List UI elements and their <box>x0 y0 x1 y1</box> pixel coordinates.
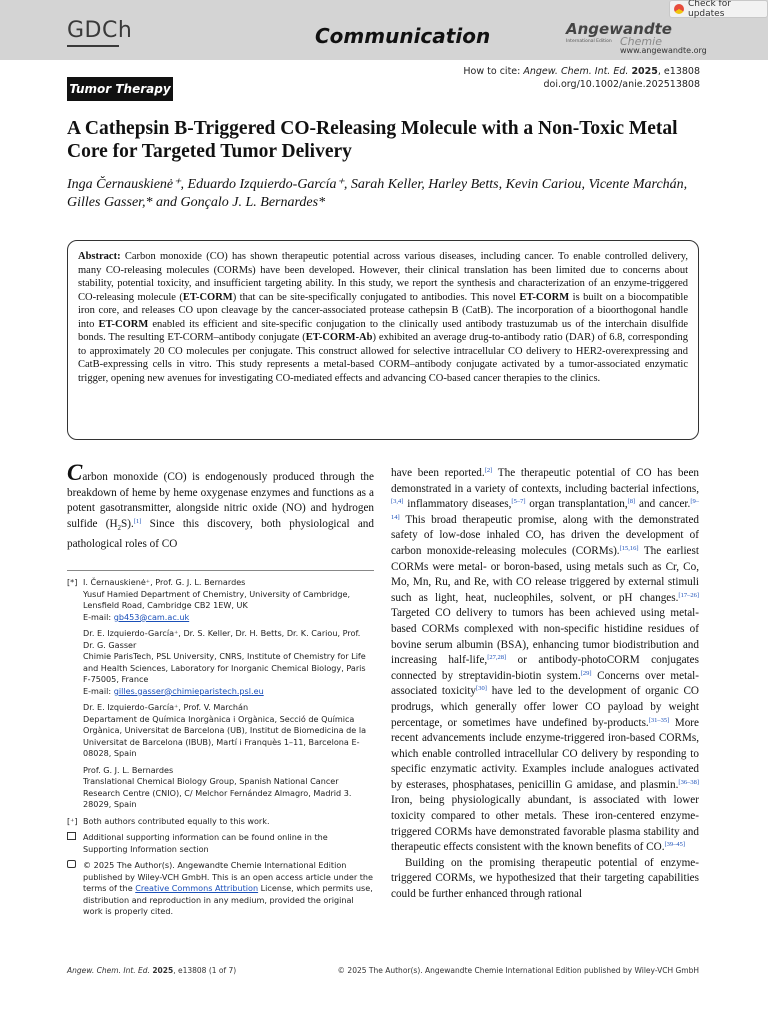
affiliation-address: Departament de Química Inorgànica i Orgànica, Secció de Química Orgànica, Universitat de Barcelona (UB), Institut de Biomedicina de la Universitat de Barcelona (IBUB), Martí i Franquès 1–11, Barcelona E-08028, Spain <box>83 713 367 758</box>
crossmark-icon <box>674 4 684 14</box>
body-text: organ transplantation, <box>525 498 628 511</box>
reference-link[interactable]: [5–7] <box>511 498 526 506</box>
abstract-bold: ET-CORM <box>519 291 570 303</box>
body-text: More recent advancements include enzyme-triggered iron-based CORMs, which enable controlled intracellular CO delivery by responding to specific enzymatic activity. Examples include analogues activated by esterases, phosphatases, penicillin G amidase, and plasmin. <box>391 716 699 791</box>
reference-link[interactable]: [29] <box>580 669 592 677</box>
reference-link[interactable]: [36–38] <box>678 778 699 786</box>
reference-link[interactable]: [30] <box>476 685 487 693</box>
abstract-text: ) that can be site-specifically conjugated to antibodies. This novel <box>232 291 520 303</box>
supporting-info-icon <box>67 832 76 844</box>
reference-link[interactable]: [31–35] <box>648 716 670 724</box>
abstract-bold: ET-CORM <box>182 291 233 303</box>
affiliation-names: Prof. G. J. L. Bernardes <box>83 764 174 775</box>
abstract-bold: ET-CORM <box>98 318 149 330</box>
footer-citation <box>67 966 236 975</box>
email-label: E-mail: <box>83 685 114 696</box>
dropcap: C <box>67 460 83 485</box>
abstract-text: is built on a biocompatible iron core, and releases CO upon cleavage by the cancer-associated protease cathepsin B (CatB). The incorporation of a bioorthogonal handle into <box>78 291 689 330</box>
reference-link[interactable]: [8] <box>627 498 636 506</box>
reference-link[interactable]: [15,16] <box>619 544 639 552</box>
doi-link[interactable]: doi.org/10.1002/anie.202513808 <box>543 79 700 90</box>
reference-link[interactable]: [9–14] <box>391 498 699 521</box>
note-text: Additional supporting information can be found online in the Supporting Information section <box>83 832 328 854</box>
supporting-info-note <box>67 832 374 855</box>
body-text: This broad therapeutic promise, along with the demonstrated safety of low-dose inhaled CO, has driven the development of carbon monoxide-releasing molecules (CORMs). <box>391 513 699 557</box>
subscript: 2 <box>117 524 122 533</box>
body-text: S). <box>121 517 134 530</box>
footer-journal: Angew. Chem. Int. Ed. <box>67 966 150 975</box>
abstract-text: enabled its efficient and site-specific conjugation to the clinically used antibody trastuzumab us of the interchain disulfide bonds. The resulting ET-CORM–antibody conjugate ( <box>78 318 688 343</box>
affiliation-4 <box>67 765 374 811</box>
body-text: Targeted CO delivery to tumors has been achieved using metal-based CORMs complexed with non-specific histidine residues of bovine serum albumin (BSA), enhancing tumor biodistribution and increasing half-life, <box>391 607 699 667</box>
body-text: Concerns over metal-associated toxicity <box>391 669 699 698</box>
check-updates-button[interactable] <box>669 0 768 18</box>
reference-link[interactable]: [1] <box>133 517 142 525</box>
body-left-column <box>67 460 374 552</box>
logo-underline <box>67 45 119 47</box>
body-text: have led to the development of organic CO prodrugs, which generally offer lower CO payload by weight percentage, or sometimes have undefined by-products. <box>391 685 699 729</box>
affiliation-address: Chimie ParisTech, PSL University, CNRS, Institute of Chemistry for Life and Health Sciences, Laboratory for Inorganic Chemical Biology, Paris F-75005, France <box>83 651 366 684</box>
topic-tag: Tumor Therapy <box>67 77 173 101</box>
footnote-divider <box>67 570 374 571</box>
body-paragraph: Building on the promising therapeutic potential of enzyme-triggered CORMs, we hypothesized that their targeting capabilities could be further enhanced through rational <box>391 856 699 901</box>
affiliation-names: Dr. E. Izquierdo-García⁺, Dr. S. Keller, Dr. H. Betts, Dr. K. Cariou, Prof. Dr. G. Gasser <box>83 628 361 650</box>
note-text: License, which permits use, distribution and reproduction in any medium, provided the original work is properly cited. <box>83 883 373 916</box>
equal-contribution-note <box>67 816 374 828</box>
email-label: E-mail: <box>83 611 114 622</box>
footer-page: , e13808 (1 of 7) <box>173 966 237 975</box>
affiliation-3 <box>67 702 374 760</box>
journal-sub: Chemie <box>620 35 662 48</box>
body-text: or antibody-photoCORM conjugates connected by streptavidin-biotin system. <box>391 654 699 682</box>
how-to-cite <box>420 65 700 78</box>
footnotes <box>67 570 374 923</box>
license-note <box>67 860 374 918</box>
body-paragraph <box>391 466 699 856</box>
email-link[interactable]: gb453@cam.ac.uk <box>113 611 190 622</box>
footnote-mark: [⁺] <box>67 815 78 826</box>
body-text: The earliest CORMs were metal- or boron-based, using metals such as Cr, Co, Mo, Mn, Ru, and Re, with CO release triggered by external stimuli such as light, heat, nucleophiles, solvent, or pH changes. <box>391 544 699 604</box>
open-access-icon <box>67 860 76 872</box>
footer-year: 2025 <box>152 966 174 975</box>
body-text: Iron, being physiologically abundant, is associated with lower toxicity compared to other metals. These iron-centered enzyme-triggered CORMs have demonstrated favorable plasma stability and therapeutic effects consistent with the known benefits of CO. <box>391 794 699 854</box>
body-text: arbon monoxide (CO) is endogenously produced through the breakdown of heme by heme oxygenase enzymes and functions as a potent gasotransmitter, alongside nitric oxide (NO) and hydrogen sulfide (H <box>67 471 374 530</box>
gdch-logo <box>67 18 132 43</box>
howto-prefix: How to cite: <box>463 66 524 77</box>
license-link[interactable]: Creative Commons Attribution <box>135 883 259 893</box>
check-updates-label: Check for updates <box>688 0 731 19</box>
affiliation-names: Dr. E. Izquierdo-García⁺, Prof. V. Marchán <box>83 702 249 712</box>
note-text: Both authors contributed equally to this work. <box>83 815 270 826</box>
abstract-text: ) exhibited an average drug-to-antibody ratio (DAR) of 6.8, corresponding to approximately 20 CO molecules per conjugate. This construct allowed for selective intracellular CO delivery to HER2-overexpressing and CatB-expressing cells in vitro. This study represents a metal-based CORM–antibody conjugate activated by a tumor-associated enzymatic trigger, opening new avenues for investigating CO-mediated effects and advancing CO-based cancer therapies to the clinics. <box>78 332 688 384</box>
note-text: © 2025 The Author(s). Angewandte Chemie International Edition published by Wiley-VCH GmbH. This is an open access article under the terms of the <box>83 860 374 893</box>
body-text: Since this discovery, both physiological and pathological roles of CO <box>67 517 374 550</box>
howto-journal: Angew. Chem. Int. Ed. <box>523 66 629 77</box>
body-text: inflammatory diseases, <box>403 498 512 511</box>
body-text: The therapeutic potential of CO has been demonstrated in a variety of contexts, including bacterial infections, <box>391 467 700 495</box>
abstract-bold: ET-CORM-Ab <box>305 332 373 343</box>
affiliation-2 <box>67 628 374 697</box>
journal-logo <box>566 20 706 56</box>
howto-article: , e13808 <box>657 66 700 77</box>
body-right-column <box>391 466 699 903</box>
footnote-mark: [*] <box>67 577 78 587</box>
email-link[interactable]: gilles.gasser@chimieparistech.psl.eu <box>113 685 264 696</box>
howto-year: 2025 <box>631 66 658 77</box>
body-text: and cancer. <box>635 498 691 511</box>
affiliation-address: Yusuf Hamied Department of Chemistry, University of Cambridge, Lensfield Road, Cambridge CB2 1EW, UK <box>83 588 351 610</box>
abstract-text: Carbon monoxide (CO) has shown therapeutic potential across various diseases, including cancer. To enable controlled delivery, many CO-releasing molecules (CORMs) have been developed. However, their clinical translation has been limited due to concerns about stability, potential toxicity, and insufficient targeting ability. In this study, we report the synthesis and characterization of an enzyme-triggered CO-releasing molecule ( <box>78 251 688 303</box>
reference-link[interactable]: [3,4] <box>391 498 404 506</box>
journal-edition: International Edition <box>566 39 612 44</box>
journal-url: www.angewandte.org <box>620 46 707 55</box>
reference-link[interactable]: [17–26] <box>678 591 699 599</box>
publisher-name: GDCh <box>67 18 133 43</box>
author-list: Inga Černauskienė⁺, Eduardo Izquierdo-García⁺, Sarah Keller, Harley Betts, Kevin Cariou, Vicente Marchán, Gilles Gasser,* and Gonçalo J. L. Bernardes* <box>67 177 688 210</box>
footer-copyright: © 2025 The Author(s). Angewandte Chemie International Edition published by Wiley-VCH GmbH <box>337 966 699 975</box>
reference-link[interactable]: [39–45] <box>664 841 686 849</box>
affiliation-1 <box>67 577 374 623</box>
reference-link[interactable]: [2] <box>484 467 493 474</box>
abstract-label: Abstract: <box>78 251 121 262</box>
body-text: have been reported. <box>391 467 485 479</box>
reference-link[interactable]: [27,28] <box>487 654 507 662</box>
affiliation-address: Translational Chemical Biology Group, Spanish National Cancer Research Centre (CNIO), C/ Melchor Fernández Almagro, Madrid 3. 28029, Spain <box>83 776 352 809</box>
section-type: Communication <box>315 24 491 48</box>
journal-name: Angewandte <box>566 20 672 38</box>
affiliation-names: I. Černauskienė⁺, Prof. G. J. L. Bernardes <box>83 577 246 587</box>
abstract-box <box>67 240 699 440</box>
article-title: A Cathepsin B-Triggered CO-Releasing Molecule with a Non-Toxic Metal Core for Targeted Tumor Delivery <box>67 118 678 162</box>
